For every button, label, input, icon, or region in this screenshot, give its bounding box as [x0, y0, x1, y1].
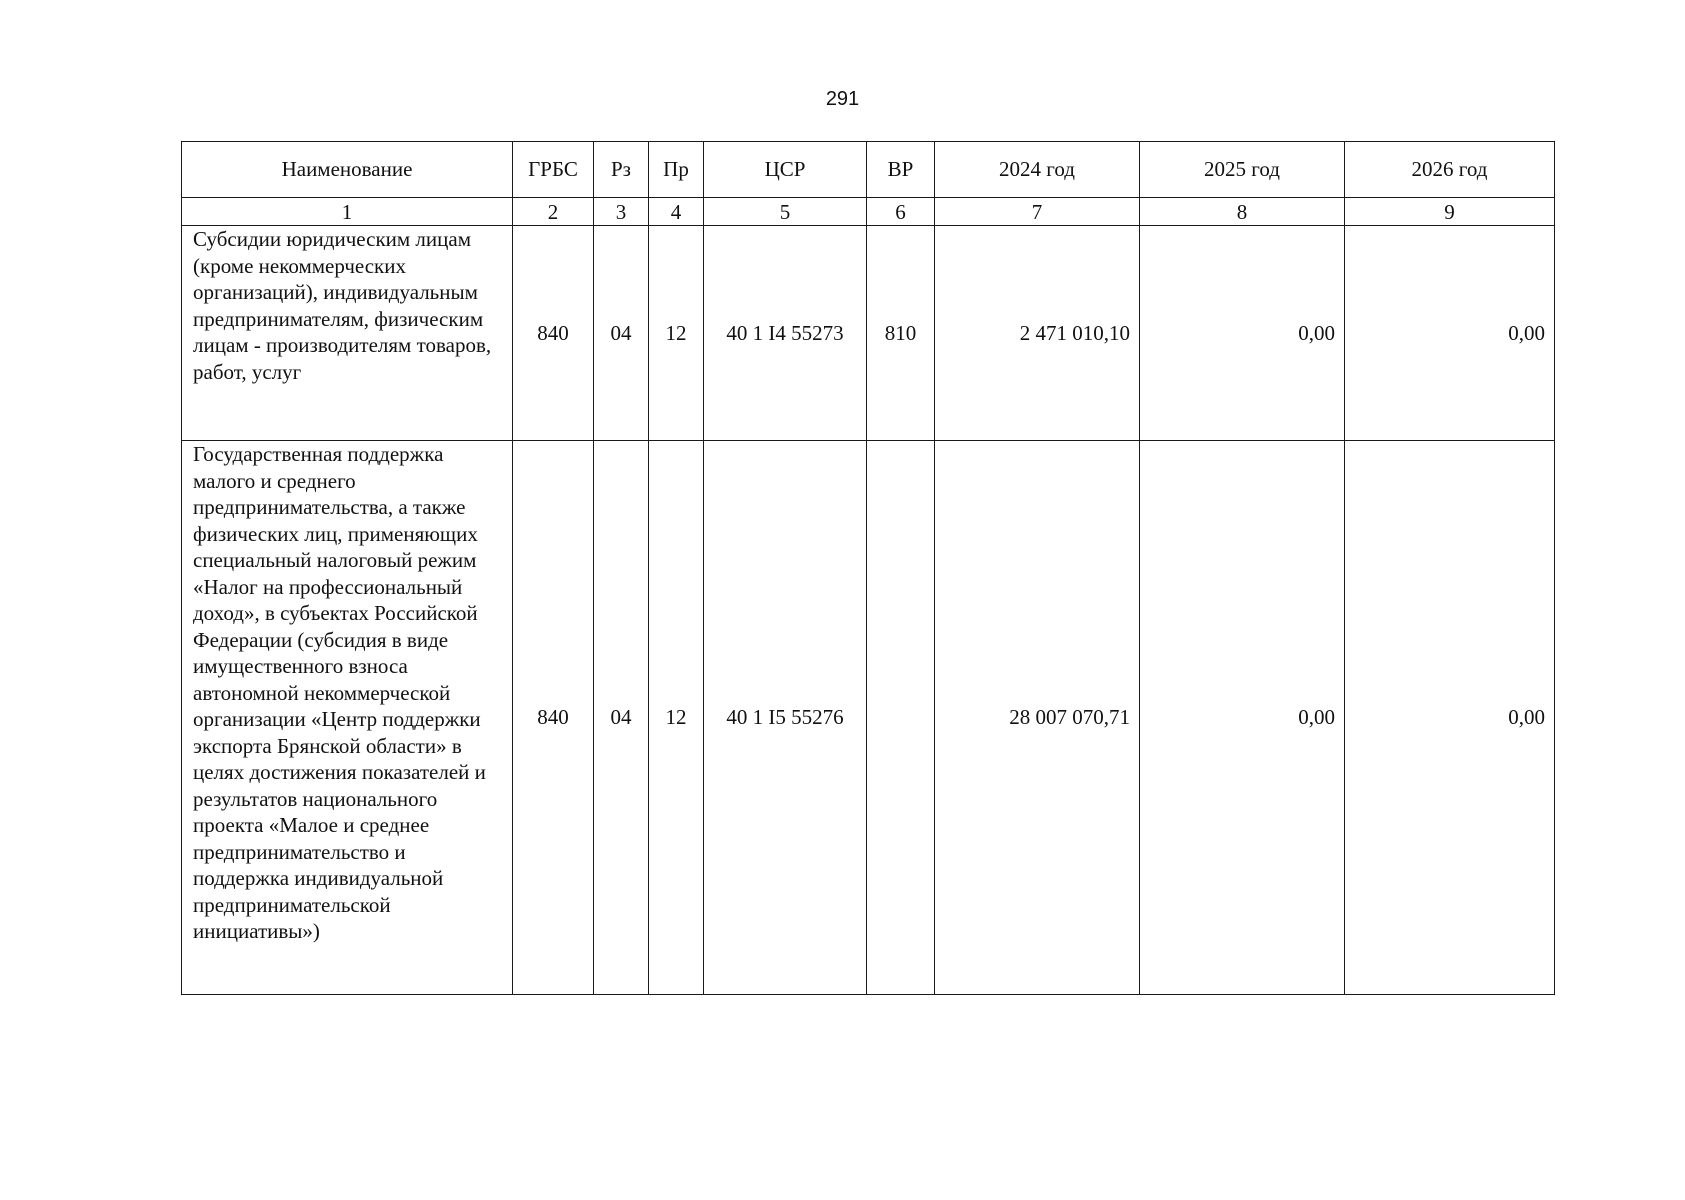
- budget-table: [181, 141, 1555, 995]
- header-vr: ВР: [867, 142, 935, 198]
- column-number: 6: [867, 198, 935, 226]
- column-number: 2: [513, 198, 594, 226]
- table-header-row: [182, 142, 1555, 198]
- row-pr: 12: [649, 441, 704, 995]
- header-2025: 2025 год: [1140, 142, 1345, 198]
- header-csr: ЦСР: [704, 142, 867, 198]
- header-2026: 2026 год: [1345, 142, 1555, 198]
- column-number: 7: [935, 198, 1140, 226]
- row-csr: 40 1 I5 55276: [704, 441, 867, 995]
- table-row: [182, 226, 1555, 441]
- column-number: 4: [649, 198, 704, 226]
- column-number: 5: [704, 198, 867, 226]
- header-pr: Пр: [649, 142, 704, 198]
- column-number: 9: [1345, 198, 1555, 226]
- row-vr: 810: [867, 226, 935, 441]
- row-amount-2024: 28 007 070,71: [935, 441, 1140, 995]
- header-rz: Рз: [594, 142, 649, 198]
- header-grbs: ГРБС: [513, 142, 594, 198]
- row-amount-2025: 0,00: [1140, 226, 1345, 441]
- row-grbs: 840: [513, 441, 594, 995]
- column-number: 8: [1140, 198, 1345, 226]
- column-number: 1: [182, 198, 513, 226]
- header-2024: 2024 год: [935, 142, 1140, 198]
- row-amount-2024: 2 471 010,10: [935, 226, 1140, 441]
- row-amount-2026: 0,00: [1345, 441, 1555, 995]
- row-name: Государственная поддержка малого и среднего предпринимательства, а также физических лиц, применяющих специальный налоговый режим «Налог на профессиональный доход», в субъектах Российской Федерации (субсидия в виде имущественного взноса автономной некоммерческой организации «Центр поддержки экспорта Брянской области» в целях достижения показателей и результатов национального проекта «Малое и среднее предпринимательство и поддержка индивидуальной предпринимательской инициативы»): [182, 441, 513, 995]
- row-rz: 04: [594, 441, 649, 995]
- row-amount-2026: 0,00: [1345, 226, 1555, 441]
- table-row: [182, 441, 1555, 995]
- row-name: Субсидии юридическим лицам (кроме некоммерческих организаций), индивидуальным предпринимателям, физическим лицам - производителям товаров, работ, услуг: [182, 226, 513, 441]
- column-number-row: [182, 198, 1555, 226]
- row-grbs: 840: [513, 226, 594, 441]
- row-csr: 40 1 I4 55273: [704, 226, 867, 441]
- row-vr: [867, 441, 935, 995]
- column-number: 3: [594, 198, 649, 226]
- row-rz: 04: [594, 226, 649, 441]
- row-amount-2025: 0,00: [1140, 441, 1345, 995]
- header-name: Наименование: [182, 142, 513, 198]
- page-number: 291: [825, 88, 860, 110]
- row-pr: 12: [649, 226, 704, 441]
